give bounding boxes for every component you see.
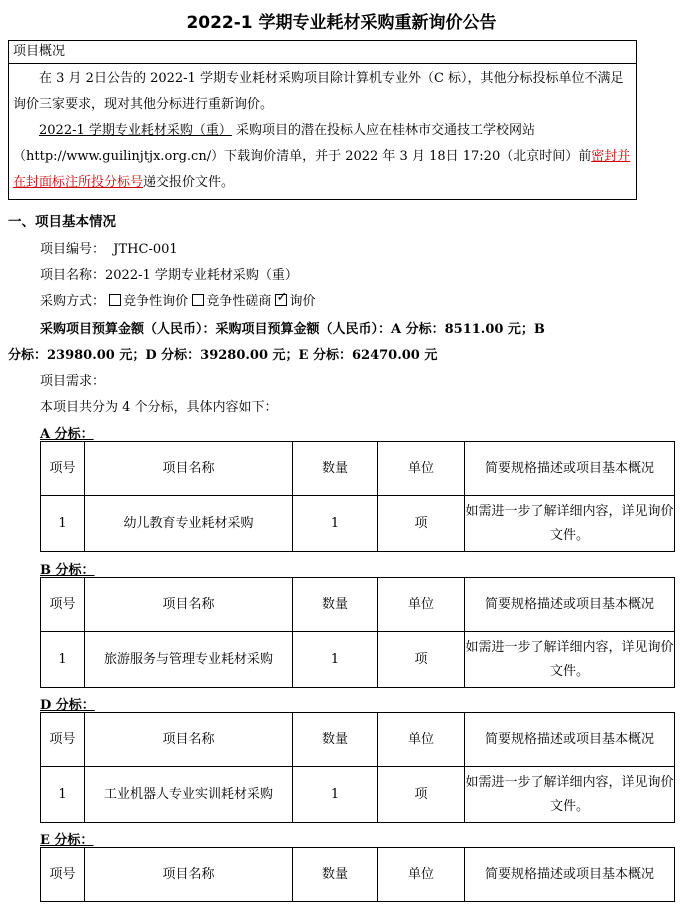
cell-qty: 1 <box>293 496 378 552</box>
project-name-label: 项目名称： <box>40 268 106 283</box>
header-unit: 单位 <box>378 713 465 767</box>
page-title: 2022-1 学期专业耗材采购重新询价公告 <box>186 13 497 33</box>
table-row <box>41 767 675 823</box>
cell-name: 旅游服务与管理专业耗材采购 <box>85 632 293 688</box>
lot-a-table <box>40 441 675 552</box>
header-desc: 简要规格描述或项目基本概况 <box>465 713 675 767</box>
overview-red-note: 密封并在封面标注所投分标号 <box>13 149 631 190</box>
overview-body <box>9 64 636 196</box>
header-unit: 单位 <box>378 578 465 632</box>
checkbox-competitive-negotiation[interactable] <box>192 294 204 306</box>
project-name-line <box>40 264 298 283</box>
project-number-label: 项目编号： <box>40 242 106 257</box>
cell-no: 1 <box>41 632 85 688</box>
overview-text-end: 递交报价文件。 <box>143 175 235 190</box>
cell-desc: 如需进一步了解详细内容，详见询价文件。 <box>465 496 675 552</box>
header-name: 项目名称 <box>85 442 293 496</box>
overview-box <box>8 40 637 200</box>
checkbox-inquiry-checked[interactable] <box>275 294 287 306</box>
table-header-row <box>41 442 675 496</box>
overview-text: 采购项目的潜在投标人应在桂林市交通技工学校网站（http://www.guilinjtjx.org.cn/）下载询价清单，并于 2022 年 3 月 18日 17:20（北京时间）前 <box>13 123 592 164</box>
cell-no: 1 <box>41 496 85 552</box>
table-header-row <box>41 578 675 632</box>
cell-desc: 如需进一步了解详细内容，详见询价文件。 <box>465 632 675 688</box>
overview-project-name: 2022-1 学期专业耗材采购（重） <box>39 123 232 138</box>
table-row <box>41 496 675 552</box>
cell-qty: 1 <box>293 632 378 688</box>
method-option-1: 竞争性询价 <box>123 294 189 309</box>
header-name: 项目名称 <box>85 578 293 632</box>
checkbox-competitive-inquiry[interactable] <box>109 294 121 306</box>
header-desc: 简要规格描述或项目基本概况 <box>465 578 675 632</box>
budget-line-1: 采购项目预算金额（人民币）：采购项目预算金额（人民币）：A 分标：8511.00 元；B <box>40 322 545 337</box>
header-no: 项号 <box>41 578 85 632</box>
overview-paragraph-1: 在 3 月 2日公告的 2022-1 学期专业耗材采购项目除计算机专业外（C 标），其他分标投标单位不满足询价三家要求，现对其他分标进行重新询价。 <box>13 71 624 112</box>
needs-label: 项目需求： <box>40 374 106 389</box>
cell-no: 1 <box>41 767 85 823</box>
cell-unit: 项 <box>378 632 465 688</box>
project-name-value: 2022-1 学期专业耗材采购（重） <box>105 268 298 283</box>
header-desc: 简要规格描述或项目基本概况 <box>465 442 675 496</box>
cell-unit: 项 <box>378 496 465 552</box>
needs-text: 本项目共分为 4 个分标，具体内容如下： <box>40 400 278 415</box>
overview-header: 项目概况 <box>9 41 636 64</box>
header-unit: 单位 <box>378 848 465 902</box>
lot-a-label: A 分标： <box>40 427 94 442</box>
project-number-value: JTHC-001 <box>113 242 178 257</box>
lot-e-label: E 分标： <box>40 833 94 848</box>
lot-e-table <box>40 847 675 902</box>
method-option-3: 询价 <box>289 294 316 309</box>
header-no: 项号 <box>41 848 85 902</box>
header-qty: 数量 <box>293 713 378 767</box>
cell-desc: 如需进一步了解详细内容，详见询价文件。 <box>465 767 675 823</box>
header-no: 项号 <box>41 713 85 767</box>
header-unit: 单位 <box>378 442 465 496</box>
method-label: 采购方式： <box>40 294 106 309</box>
cell-qty: 1 <box>293 767 378 823</box>
header-qty: 数量 <box>293 442 378 496</box>
budget-line-2: 分标：23980.00 元；D 分标：39280.00 元；E 分标：62470.00 元 <box>8 348 438 363</box>
lot-d-label: D 分标： <box>40 698 95 713</box>
header-name: 项目名称 <box>85 848 293 902</box>
header-qty: 数量 <box>293 578 378 632</box>
header-desc: 简要规格描述或项目基本概况 <box>465 848 675 902</box>
method-option-2: 竞争性磋商 <box>206 294 272 309</box>
header-qty: 数量 <box>293 848 378 902</box>
overview-paragraph-2 <box>13 118 632 196</box>
table-row <box>41 632 675 688</box>
lot-b-label: B 分标： <box>40 563 95 578</box>
header-name: 项目名称 <box>85 713 293 767</box>
section-heading: 一、项目基本情况 <box>8 214 116 230</box>
table-header-row <box>41 848 675 902</box>
cell-unit: 项 <box>378 767 465 823</box>
lot-d-table <box>40 712 675 823</box>
lot-b-table <box>40 577 675 688</box>
method-line <box>40 290 315 309</box>
project-number-line <box>40 238 178 257</box>
table-header-row <box>41 713 675 767</box>
header-no: 项号 <box>41 442 85 496</box>
cell-name: 幼儿教育专业耗材采购 <box>85 496 293 552</box>
cell-name: 工业机器人专业实训耗材采购 <box>85 767 293 823</box>
